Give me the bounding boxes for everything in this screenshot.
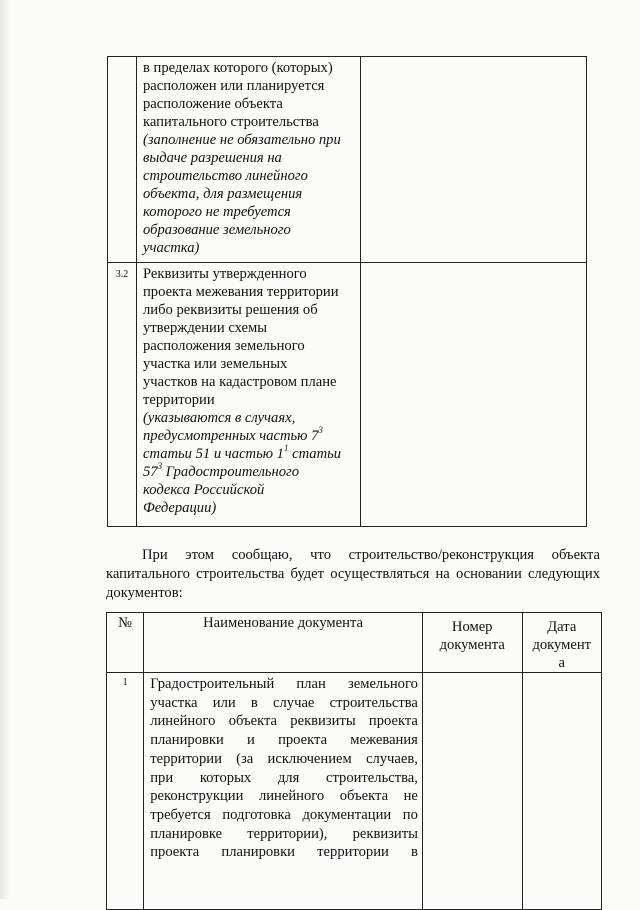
document-line: планировки и проекта межевания (150, 732, 418, 749)
document-line: требуется подготовка документации по (150, 806, 418, 823)
note-text: предусмотренных частью 7 (143, 428, 319, 444)
header-line: документа (439, 637, 505, 653)
note-line (143, 445, 357, 463)
paragraph-line: капитального строительства будет осуществляться на основании следующих (106, 566, 600, 582)
header-document-date (522, 613, 602, 673)
note-line: объекта, для размещения (143, 186, 303, 202)
description-line: участка или земельных (143, 356, 288, 372)
header-number: № (107, 613, 144, 673)
note-text: статьи 51 и частью 1 (143, 446, 284, 462)
document-line: проекта планировки территории в (150, 844, 418, 861)
description-line: расположение объекта (143, 96, 283, 112)
description-line: либо реквизиты решения об (143, 302, 318, 318)
row-number-cell: 3.2 (108, 263, 137, 527)
note-line: (заполнение не обязательно при (143, 132, 341, 148)
description-line: утверждении схемы (143, 320, 268, 336)
note-line: строительство линейного (143, 168, 308, 184)
documents-intro-paragraph (106, 546, 600, 603)
document-line: линейного объекта реквизиты проекта (150, 713, 418, 730)
document-line: при которых для строительства, (150, 769, 418, 786)
superscript: 3 (157, 461, 163, 472)
note-line: выдаче разрешения на (143, 150, 282, 166)
note-line: образование земельного (143, 222, 291, 238)
note-text: Градостроительного (162, 464, 300, 480)
note-line: кодекса Российской (143, 482, 265, 498)
table-header-row (107, 613, 602, 673)
row-number-cell: 1 (107, 673, 144, 910)
header-line: документ (532, 637, 592, 653)
document-line: планировке территории), реквизиты (150, 825, 418, 842)
document-line: участка или в случае строительства (150, 694, 418, 711)
document-number-cell (422, 673, 522, 910)
note-line: участка) (143, 240, 200, 256)
description-line: расположен или планируется (143, 78, 325, 94)
row-number-cell (108, 57, 137, 263)
paragraph-text: При этом сообщаю, что строительство/реконструкция объекта (142, 547, 600, 563)
scan-page-edge (0, 0, 10, 899)
permit-details-table (107, 56, 587, 527)
note-text: статьи (288, 446, 342, 462)
paragraph-line: документов: (106, 585, 183, 601)
document-date-cell (522, 673, 602, 910)
header-line: а (558, 655, 565, 671)
paragraph-line (106, 546, 600, 565)
description-line: участков на кадастровом плане (143, 374, 337, 390)
description-line: проекта межевания территории (143, 284, 339, 300)
superscript: 1 (283, 443, 289, 454)
document-line: реконструкции линейного объекта не (150, 788, 418, 805)
note-line: (указываются в случаях, (143, 410, 296, 426)
note-line: Федерации) (143, 500, 217, 516)
superscript: 3 (318, 425, 323, 436)
header-line: Номер (451, 619, 493, 635)
note-text: 57 (143, 464, 158, 480)
header-document-number (422, 613, 522, 673)
row-description-cell (137, 57, 361, 263)
row-value-cell (361, 57, 587, 263)
table-row (108, 263, 587, 527)
document-line: территории (за исключением случаев, (150, 750, 418, 767)
documents-table (106, 612, 602, 910)
document-name-cell (144, 673, 423, 910)
table-row (107, 673, 602, 910)
row-description-cell (137, 263, 361, 527)
header-line: Дата (547, 619, 577, 635)
table-row (108, 57, 587, 263)
description-line: Реквизиты утвержденного (143, 266, 307, 282)
description-line: территории (143, 392, 215, 408)
document-line: Градостроительный план земельного (150, 676, 418, 692)
header-document-name: Наименование документа (144, 613, 423, 673)
description-line: капитального строительства (143, 114, 319, 130)
note-line (143, 427, 357, 445)
note-line: которого не требуется (143, 204, 291, 220)
note-line (143, 463, 357, 481)
description-line: в пределах которого (которых) (143, 60, 333, 76)
row-value-cell (361, 263, 587, 527)
description-line: расположения земельного (143, 338, 305, 354)
